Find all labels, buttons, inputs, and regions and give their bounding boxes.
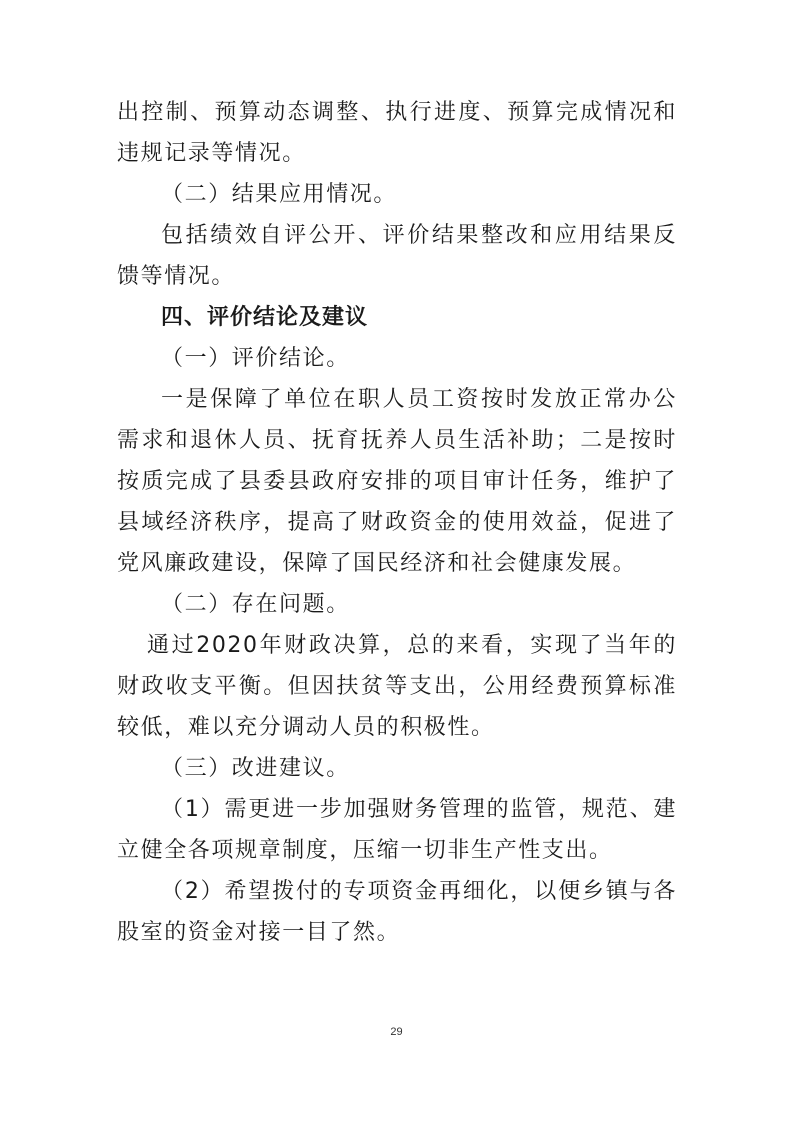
paragraph-budget-control: 出控制、预算动态调整、执行进度、预算完成情况和违规记录等情况。 xyxy=(117,100,677,166)
paragraph-result-application: 包括绩效自评公开、评价结果整改和应用结果反馈等情况。 xyxy=(117,223,677,289)
paragraph-existing-problems: 通过2020年财政决算，总的来看，实现了当年的财政收支平衡。但因扶贫等支出，公用经费预算标准较低，难以充分调动人员的积极性。 xyxy=(117,633,677,740)
subheading-existing-problems: （二）存在问题。 xyxy=(161,592,350,617)
paragraph-suggestion-1: （1）需更进一步加强财务管理的监管，规范、建立健全各项规章制度，压缩一切非生产性支出。 xyxy=(117,797,677,863)
subheading-result-application: （二）结果应用情况。 xyxy=(161,182,398,207)
section-heading-conclusions: 四、评价结论及建议 xyxy=(161,305,369,330)
paragraph-suggestion-2: （2）希望拨付的专项资金再细化，以便乡镇与各股室的资金对接一目了然。 xyxy=(117,879,677,945)
subheading-evaluation-conclusion: （一）评价结论。 xyxy=(161,346,350,371)
subheading-improvement-suggestions: （三）改进建议。 xyxy=(161,756,350,781)
document-body xyxy=(117,92,677,953)
page-number: 29 xyxy=(390,1026,403,1038)
paragraph-evaluation-conclusion: 一是保障了单位在职人员工资按时发放正常办公需求和退休人员、抚育抚养人员生活补助；二是按时按质完成了县委县政府安排的项目审计任务，维护了县域经济秩序，提高了财政资金的使用效益，促进了党风廉政建设，保障了国民经济和社会健康发展。 xyxy=(117,387,677,576)
